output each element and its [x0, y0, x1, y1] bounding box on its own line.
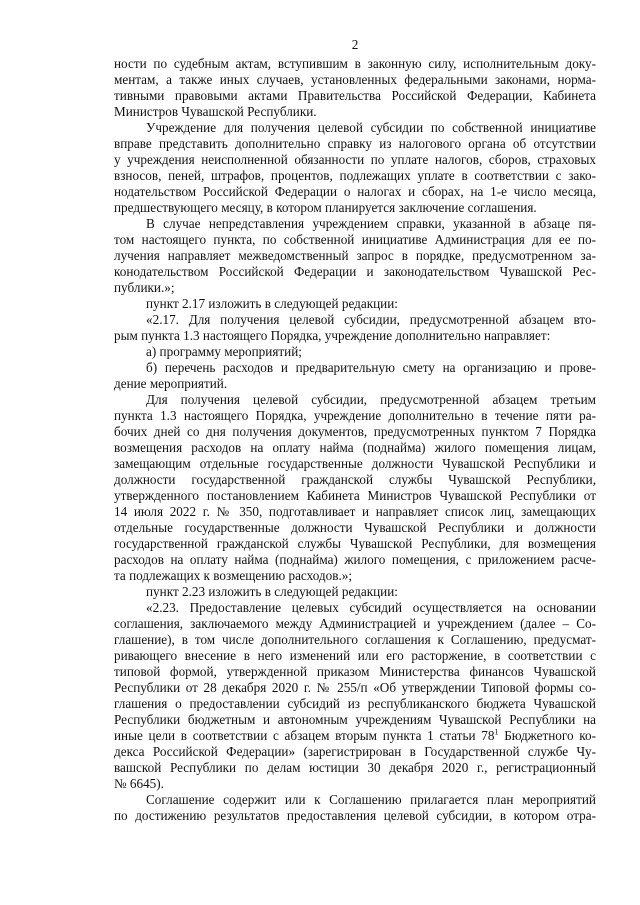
text-line: лучения направляет межведомственный запрос в порядке, предусмотренном за- — [114, 248, 596, 263]
text-line: соглашения, заключаемого между Администрацией и учреждением (далее – Со- — [114, 616, 596, 631]
text-line: пункт 2.23 изложить в следующей редакции: — [146, 584, 398, 599]
text-line: б) перечень расходов и предварительную смету на организацию и прове- — [146, 360, 596, 375]
paragraph — [114, 392, 596, 584]
text-line: пункта 1.3 настоящего Порядка, учреждение дополнительно в течение пяти ра- — [114, 408, 596, 423]
text-line: замещающим отдельные государственные должности Чувашской Республики и — [114, 456, 596, 471]
text-line: а) программу мероприятий; — [146, 344, 302, 359]
text-line: пункт 2.17 изложить в следующей редакции: — [146, 296, 398, 311]
text-line: В случае непредставления учреждением справки, указанной в абзаце пя- — [146, 216, 596, 231]
text-line: «2.23. Предоставление целевых субсидий осуществляется на основании — [146, 600, 596, 615]
text-line: Республики бюджетным и автономным учреждениям Чувашской Республики на — [114, 712, 596, 727]
superscript: 1 — [494, 727, 499, 737]
text-line: Для получения целевой субсидии, предусмотренной абзацем третьим — [146, 392, 596, 407]
text-line: конодательством Российской Федерации и законодательством Чувашской Рес- — [114, 264, 596, 279]
text-line: ментам, а также иных случаев, установленных федеральными законами, норма- — [114, 72, 596, 87]
text-line: взносов, пеней, штрафов, процентов, подлежащих уплате в соответствии с зако- — [114, 168, 596, 183]
text-line: вправе представить дополнительно справку из налогового органа об отсутствии — [114, 136, 596, 151]
text-fragment: Бюджетного ко- — [504, 728, 596, 743]
text-line: типовой формой, утвержденной приказом Министерства финансов Чувашской — [114, 664, 596, 679]
text-line: глашения о предоставлении субсидий из республиканского бюджета Чувашской — [114, 696, 596, 711]
text-line: ривающего внесение в него изменений или его расторжение, в соответствии с — [114, 648, 596, 663]
text-line: № 6645). — [114, 776, 164, 791]
text-line: декса Российской Федерации» (зарегистрирован в Государственной службе Чу- — [114, 744, 596, 759]
text-line: ности по судебным актам, вступившим в законную силу, исполнительным доку- — [114, 56, 596, 71]
text-line: тивными правовыми актами Правительства Российской Федерации, Кабинета — [114, 88, 596, 103]
text-line: у учреждения неисполненной обязанности по уплате налогов, сборов, страховых — [114, 152, 596, 167]
text-line: отдельные государственные должности Чувашской Республики и должности — [114, 520, 596, 535]
paragraph — [114, 360, 596, 392]
text-line: «2.17. Для получения целевой субсидии, предусмотренной абзацем вто- — [146, 312, 596, 327]
text-line: 14 июля 2022 г. № 350, подготавливает и направляет список лиц, замещающих — [114, 504, 596, 519]
text-line: расходов на оплату найма (поднайма) жилого помещения, с приложением расче- — [114, 552, 596, 567]
text-line: Учреждение для получения целевой субсидии по собственной инициативе — [146, 120, 596, 135]
text-line: дение мероприятий. — [114, 376, 228, 391]
paragraph — [114, 296, 596, 312]
text-line: та подлежащих к возмещению расходов.»; — [114, 568, 352, 583]
text-line: предшествующего месяцу, в котором планируется заключение соглашения. — [114, 200, 537, 215]
text-line: возмещения расходов на оплату найма (поднайма) жилого помещения лицам, — [114, 440, 596, 455]
text-line: Соглашение содержит или к Соглашению прилагается план мероприятий — [146, 792, 596, 807]
text-line: нодательством Российской Федерации о налогах и сборах, на 1-е число месяца, — [114, 184, 596, 199]
text-line: глашение), в том числе дополнительного соглашения к Соглашению, предусмат- — [114, 632, 596, 647]
paragraph — [114, 600, 596, 792]
text-line: вашской Республики по делам юстиции 30 декабря 2020 г., регистрационный — [114, 760, 596, 775]
paragraph — [114, 584, 596, 600]
text-line: том настоящего пункта, по собственной инициативе Администрация для ее по- — [114, 232, 596, 247]
text-line: Республики от 28 декабря 2020 г. № 255/п «Об утверждении Типовой формы со- — [114, 680, 596, 695]
text-fragment: иные цели в соответствии с абзацем вторым пункта 1 статьи 78 — [114, 728, 495, 743]
document-body — [114, 56, 596, 824]
paragraph — [114, 344, 596, 360]
paragraph — [114, 312, 596, 344]
text-line: публики.»; — [114, 280, 175, 295]
text-line: должности государственной гражданской службы Чувашской Республики, — [114, 472, 596, 487]
paragraph — [114, 216, 596, 296]
text-line: по достижению результатов предоставления целевой субсидии, в котором отра- — [114, 808, 596, 823]
text-line: Министров Чувашской Республики. — [114, 104, 317, 119]
text-line: бочих дней со дня получения документов, предусмотренных пунктом 7 Порядка — [114, 424, 596, 439]
text-line: утвержденного постановлением Кабинета Министров Чувашской Республики от — [114, 488, 596, 503]
paragraph — [114, 56, 596, 120]
text-line: государственной гражданской службы Чувашской Республики, для возмещения — [114, 536, 596, 551]
paragraph — [114, 120, 596, 216]
text-line: рым пункта 1.3 настоящего Порядка, учреждение дополнительно направляет: — [114, 328, 551, 343]
text-line — [114, 728, 596, 744]
page-number: 2 — [351, 37, 359, 52]
paragraph — [114, 792, 596, 824]
